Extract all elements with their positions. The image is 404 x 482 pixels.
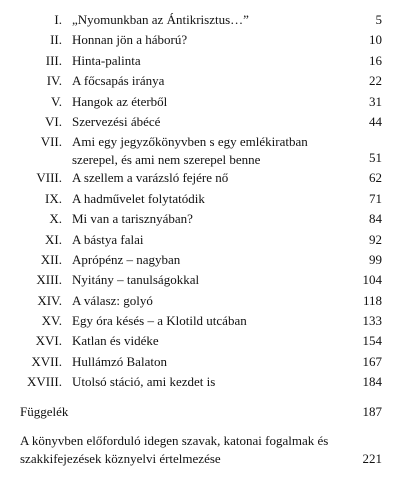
glossary-entry xyxy=(20,432,382,472)
chapter-number: III. xyxy=(45,52,62,68)
chapter-number: XIII. xyxy=(36,272,62,288)
chapter-title: Mi van a tarisznyában? xyxy=(72,211,193,227)
chapter-number: VII. xyxy=(40,134,62,150)
chapter-title: Szervezési ábécé xyxy=(72,113,161,129)
table-of-contents xyxy=(0,10,404,393)
chapter-page-number: 44 xyxy=(369,113,382,129)
toc-row xyxy=(0,51,404,71)
toc-row xyxy=(0,168,404,188)
chapter-number: IV. xyxy=(46,73,62,89)
chapter-page-number: 92 xyxy=(369,231,382,247)
toc-row xyxy=(0,189,404,209)
chapter-page-number: 99 xyxy=(369,251,382,267)
chapter-number: II. xyxy=(50,32,62,48)
chapter-page-number: 22 xyxy=(369,73,382,89)
chapter-title: A hadművelet folytatódik xyxy=(72,190,205,206)
chapter-title: Hullámzó Balaton xyxy=(72,353,167,369)
toc-row xyxy=(0,250,404,270)
chapter-number: XIV. xyxy=(37,292,62,308)
toc-row xyxy=(0,92,404,112)
toc-row xyxy=(0,291,404,311)
chapter-title: Honnan jön a háború? xyxy=(72,32,188,48)
chapter-page-number: 154 xyxy=(362,333,382,349)
chapter-page-number: 184 xyxy=(362,374,382,390)
toc-row xyxy=(0,112,404,132)
chapter-title: Aprópénz – nagyban xyxy=(72,251,181,267)
chapter-page-number: 133 xyxy=(362,313,382,329)
chapter-number: XVI. xyxy=(35,333,62,349)
chapter-page-number: 167 xyxy=(362,353,382,369)
chapter-number: VIII. xyxy=(36,170,62,186)
chapter-number: XV. xyxy=(41,313,62,329)
chapter-title: Hangok az éterből xyxy=(72,93,168,109)
chapter-title: A főcsapás iránya xyxy=(72,73,165,89)
appendix-page-number: 187 xyxy=(362,404,382,419)
chapter-page-number: 5 xyxy=(375,12,382,27)
chapter-page-number: 16 xyxy=(369,52,382,68)
toc-row xyxy=(0,132,404,168)
chapter-title: A bástya falai xyxy=(72,231,144,247)
chapter-page-number: 10 xyxy=(369,32,382,48)
toc-row xyxy=(0,331,404,351)
chapter-title: Hinta-palinta xyxy=(72,52,141,68)
chapter-number: XVII. xyxy=(31,353,62,369)
chapter-page-number: 84 xyxy=(369,211,382,227)
chapter-page-number: 104 xyxy=(362,272,382,288)
chapter-number: VI. xyxy=(45,113,62,129)
chapter-number: XVIII. xyxy=(26,374,62,390)
chapter-page-number: 51 xyxy=(369,150,382,166)
toc-row xyxy=(0,352,404,372)
chapter-number: X. xyxy=(49,211,62,227)
chapter-page-number: 31 xyxy=(369,93,382,109)
chapter-number: XI. xyxy=(45,231,62,247)
chapter-page-number: 118 xyxy=(362,292,382,308)
chapter-number: IX. xyxy=(45,190,62,206)
toc-row xyxy=(0,71,404,91)
toc-row xyxy=(0,30,404,50)
toc-row xyxy=(0,270,404,290)
toc-row xyxy=(0,230,404,250)
glossary-title: A könyvben előforduló idegen szavak, katonai fogalmak és szakkifejezések köznyelvi értelmezése xyxy=(20,433,329,466)
chapter-title: Egy óra késés – a Klotild utcában xyxy=(72,313,247,329)
chapter-number: I. xyxy=(54,12,62,27)
toc-row xyxy=(0,10,404,30)
chapter-page-number: 62 xyxy=(369,170,382,186)
chapter-title: Katlan és vidéke xyxy=(72,333,159,349)
chapter-number: V. xyxy=(51,93,62,109)
toc-row xyxy=(0,209,404,229)
appendix-entry xyxy=(20,402,382,422)
chapter-title: Utolsó stáció, ami kezdet is xyxy=(72,374,216,390)
chapter-title: A szellem a varázsló fejére nő xyxy=(72,170,229,186)
chapter-title: A válasz: golyó xyxy=(72,292,153,308)
chapter-title: Nyitány – tanulságokkal xyxy=(72,272,200,288)
appendix-label: Függelék xyxy=(20,404,69,419)
toc-row xyxy=(0,372,404,392)
chapter-title: „Nyomunkban az Ántikrisztus…” xyxy=(72,12,249,27)
chapter-page-number: 71 xyxy=(369,190,382,206)
chapter-title: Ami egy jegyzőkönyvben s egy emlékiratban szerepel, és ami nem szerepel benne xyxy=(72,134,308,168)
toc-row xyxy=(0,311,404,331)
glossary-page-number: 221 xyxy=(362,451,382,466)
chapter-number: XII. xyxy=(40,251,62,267)
